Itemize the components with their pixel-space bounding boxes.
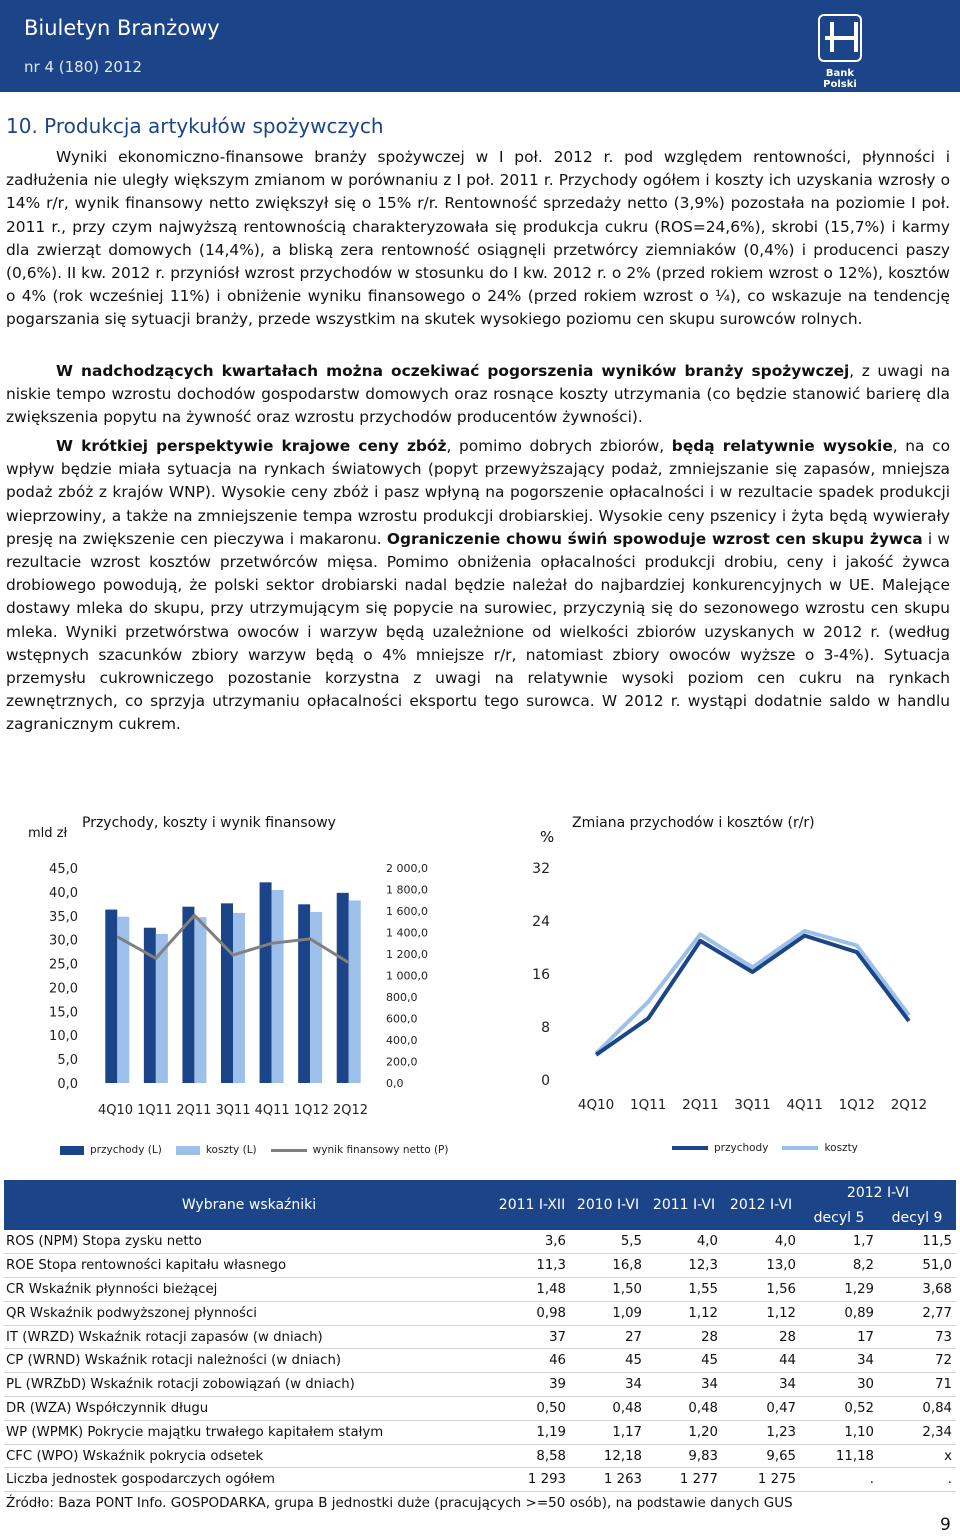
right-axis-tick: 2 000,0: [386, 862, 428, 875]
x-axis-tick: 3Q11: [734, 1097, 771, 1113]
cell-value: 9,83: [646, 1444, 722, 1468]
cell-value: 37: [494, 1325, 570, 1349]
cell-value: 73: [878, 1325, 956, 1349]
legend-revenue: przychody (L): [90, 1144, 162, 1156]
table-header-2011-vi: 2011 I-VI: [646, 1180, 722, 1230]
source-note: Źródło: Baza PONT Info. GOSPODARKA, grupa B jednostki duże (pracujących >=50 osób), na podstawie danych GUS: [6, 1495, 793, 1511]
paragraph-1: [6, 146, 950, 332]
legend-costs: koszty (L): [205, 1144, 257, 1156]
bar-costs: [272, 890, 284, 1083]
chart1-title: Przychody, koszty i wynik finansowy: [82, 815, 336, 831]
cell-value: 8,58: [494, 1444, 570, 1468]
cell-value: 13,0: [722, 1254, 800, 1278]
cell-value: 34: [570, 1373, 646, 1397]
cell-value: 0,98: [494, 1301, 570, 1325]
table-row: [4, 1468, 956, 1492]
legend-swatch-revenue-change: [672, 1146, 708, 1150]
cell-value: 5,5: [570, 1230, 646, 1254]
table-row: [4, 1325, 956, 1349]
legend-swatch-net-result: [271, 1149, 307, 1152]
cell-value: 2,77: [878, 1301, 956, 1325]
cell-value: 8,2: [800, 1254, 878, 1278]
y-axis-tick: 24: [532, 914, 550, 930]
cell-value: 3,68: [878, 1278, 956, 1302]
left-axis-tick: 20,0: [49, 981, 78, 997]
right-axis-tick: 800,0: [386, 991, 418, 1004]
cell-value: 16,8: [570, 1254, 646, 1278]
cell-value: 39: [494, 1373, 570, 1397]
bar-revenue: [221, 903, 233, 1083]
legend-swatch-revenue: [60, 1146, 84, 1155]
chart1-legend: [60, 1144, 448, 1156]
cell-value: 0,50: [494, 1397, 570, 1421]
cell-value: 1,12: [646, 1301, 722, 1325]
x-axis-tick: 1Q11: [630, 1097, 667, 1113]
text-segment: będą relatywnie wysokie: [671, 437, 893, 455]
table-row: [4, 1301, 956, 1325]
legend-cost-change: koszty: [824, 1142, 858, 1154]
text-segment: , na co wpływ będzie miała sytuacja na rynkach światowych (popyt przewyższający podaż, zmniejszanie się zapasów, mniejsza podaż zbóż z krajów WNP). Wysokie ceny zbóż i pasz wpłyną na pogorszenie opłacalności i w rezultacie spadek produkcji wieprzowiny, a także na zmniejszenie tempa wzrostu produkcji drobiarskiej. Wysokie ceny pszenicy i żyta będą wywierały presję na zwiększenie cen pieczywa i makaronu.: [6, 437, 950, 548]
right-axis-tick: 200,0: [386, 1055, 418, 1069]
section-title: 10. Produkcja artykułów spożywczych: [6, 114, 384, 138]
cell-value: 1,23: [722, 1420, 800, 1444]
cell-value: 51,0: [878, 1254, 956, 1278]
left-axis-tick: 25,0: [49, 957, 78, 973]
text-segment: Wyniki ekonomiczno-finansowe branży spożywczej w I poł. 2012 r. pod względem rentowności, płynności i zadłużenia nie uległy większym zmianom w porównaniu z I poł. 2011 r. Przychody ogółem i koszty ich uzyskania wzrosły o 14% r/r, wynik finansowy netto zwiększył się o 15% r/r. Rentowność sprzedaży netto (3,9%) pozostała na poziomie I poł. 2011 r., przy czym najwyższą rentownością charakteryzowała się produkcja cukru (ROS=24,6%), skrobi (15,7%) i karmy dla zwierząt domowych (14,4%), a bliską zera rentowność osiągnęli przetwórcy ziemniaków (0,4%) i producenci paszy (0,6%). II kw. 2012 r. przyniósł wzrost przychodów w stosunku do I kw. 2012 r. o 2% (przed rokiem wzrost o 12%), kosztów o 4% (rok wcześniej 11%) i obniżenie wyniku finansowego o 24% (przed rokiem wzrost o ¼), co wskazuje na tendencję pogarszania się sytuacji branży, przede wszystkim na skutek wysokiego poziomu cen skupu surowców rolnych.: [6, 148, 950, 329]
y-axis-tick: 8: [541, 1020, 550, 1036]
legend-swatch-cost-change: [782, 1146, 818, 1150]
table-body: [4, 1230, 956, 1492]
right-axis-tick: 1 600,0: [386, 905, 428, 918]
table-row: [4, 1397, 956, 1421]
bar-revenue: [337, 893, 349, 1083]
page-number: 9: [940, 1515, 951, 1535]
cell-value: 44: [722, 1349, 800, 1373]
row-label: QR Wskaźnik podwyższonej płynności: [4, 1301, 494, 1325]
chart2-title: Zmiana przychodów i kosztów (r/r): [572, 815, 815, 831]
cell-value: 1,19: [494, 1420, 570, 1444]
cell-value: 71: [878, 1373, 956, 1397]
cell-value: 1,55: [646, 1278, 722, 1302]
right-axis-tick: 0,0: [386, 1077, 404, 1090]
pko-logo-icon: [818, 14, 862, 62]
cell-value: 45: [570, 1349, 646, 1373]
left-axis-tick: 45,0: [49, 862, 78, 877]
cell-value: x: [878, 1444, 956, 1468]
cell-value: 2,34: [878, 1420, 956, 1444]
right-axis-tick: 1 200,0: [386, 948, 428, 961]
table-header-title: Wybrane wskaźniki: [4, 1180, 494, 1230]
revenue-cost-chart: [0, 850, 480, 1140]
text-segment: W krótkiej perspektywie krajowe ceny zbóż: [56, 437, 447, 455]
paragraph-3: [6, 435, 950, 737]
y-axis-tick: 0: [541, 1073, 550, 1089]
bar-costs: [194, 917, 206, 1083]
table-header-2010-vi: 2010 I-VI: [570, 1180, 646, 1230]
left-axis-tick: 10,0: [49, 1029, 78, 1045]
table-header-decile-9: decyl 9: [878, 1205, 956, 1230]
bar-revenue: [105, 910, 117, 1083]
x-axis-tick: 4Q11: [786, 1097, 823, 1113]
bar-costs: [349, 900, 361, 1083]
cell-value: 11,3: [494, 1254, 570, 1278]
cell-value: 3,6: [494, 1230, 570, 1254]
bar-revenue: [182, 907, 194, 1083]
cell-value: 72: [878, 1349, 956, 1373]
left-axis-tick: 15,0: [49, 1005, 78, 1021]
table-header-decile-5: decyl 5: [800, 1205, 878, 1230]
right-axis-tick: 1 400,0: [386, 926, 428, 940]
cell-value: 28: [646, 1325, 722, 1349]
x-axis-tick: 2Q11: [682, 1097, 719, 1113]
left-axis-tick: 5,0: [57, 1053, 78, 1069]
left-axis-tick: 30,0: [49, 933, 78, 949]
cell-value: 46: [494, 1349, 570, 1373]
row-label: CR Wskaźnik płynności bieżącej: [4, 1278, 494, 1302]
yoy-change-chart: [480, 850, 960, 1125]
issue-number: nr 4 (180) 2012: [24, 58, 143, 76]
cell-value: 9,65: [722, 1444, 800, 1468]
cell-value: 0,89: [800, 1301, 878, 1325]
table-row: [4, 1444, 956, 1468]
cell-value: .: [878, 1468, 956, 1492]
right-axis-tick: 600,0: [386, 1012, 418, 1026]
right-axis-tick: 1 800,0: [386, 883, 428, 897]
cell-value: 1 293: [494, 1468, 570, 1492]
row-label: Liczba jednostek gospodarczych ogółem: [4, 1468, 494, 1492]
legend-swatch-costs: [176, 1146, 200, 1155]
table-row: [4, 1373, 956, 1397]
cell-value: 1,29: [800, 1278, 878, 1302]
text-segment: Ograniczenie chowu świń spowoduje wzrost cen skupu żywca: [386, 529, 923, 548]
right-axis-tick: 400,0: [386, 1034, 418, 1047]
x-axis-tick: 2Q12: [890, 1097, 928, 1113]
x-axis-tick: 4Q10: [577, 1097, 615, 1113]
cell-value: 1,56: [722, 1278, 800, 1302]
cell-value: 45: [646, 1349, 722, 1373]
table-header-2011-xii: 2011 I-XII: [494, 1180, 570, 1230]
row-label: ROS (NPM) Stopa zysku netto: [4, 1230, 494, 1254]
cell-value: 0,84: [878, 1397, 956, 1421]
bar-revenue: [260, 882, 272, 1083]
cell-value: 1,10: [800, 1420, 878, 1444]
cell-value: 11,18: [800, 1444, 878, 1468]
text-segment: , pomimo dobrych zbiorów,: [446, 437, 672, 455]
line-cost-change: [596, 931, 909, 1054]
table-row: [4, 1420, 956, 1444]
table-row: [4, 1349, 956, 1373]
cell-value: 1,48: [494, 1278, 570, 1302]
bulletin-title: Biuletyn Branżowy: [24, 16, 220, 40]
cell-value: 11,5: [878, 1230, 956, 1254]
chart2-unit: %: [540, 828, 555, 846]
cell-value: 34: [800, 1349, 878, 1373]
cell-value: 1,20: [646, 1420, 722, 1444]
cell-value: 12,18: [570, 1444, 646, 1468]
cell-value: 0,52: [800, 1397, 878, 1421]
cell-value: 1 277: [646, 1468, 722, 1492]
y-axis-tick: 32: [532, 861, 550, 877]
cell-value: 1 275: [722, 1468, 800, 1492]
legend-net-result: wynik finansowy netto (P): [312, 1144, 449, 1156]
cell-value: 1,50: [570, 1278, 646, 1302]
cell-value: .: [800, 1468, 878, 1492]
left-axis-tick: 0,0: [57, 1077, 78, 1092]
left-axis-tick: 35,0: [49, 909, 78, 925]
row-label: PL (WRZbD) Wskaźnik rotacji zobowiązań (w dniach): [4, 1373, 494, 1397]
cell-value: 1,09: [570, 1301, 646, 1325]
row-label: IT (WRZD) Wskaźnik rotacji zapasów (w dniach): [4, 1325, 494, 1349]
logo-text: Bank Polski: [823, 68, 857, 90]
text-segment: , z uwagi na niskie tempo wzrostu dochodów gospodarstw domowych oraz rosnące koszty utrzymania (co będzie stanowić barierę dla zwiększenia popytu na żywność oraz wzrostu przychodów producentów żywności).: [6, 362, 950, 427]
text-segment: i w rezultacie wzrost kosztów przetwórców mięsa. Pomimo obniżenia opłacalności produkcji drobiu, ceny i jakość żywca drobiowego powodują, że polski sektor drobiarski nadal będzie należał do najbardziej konkurencyjnych w UE. Malejące dostawy mleka do skupu, przy utrzymującym się popycie na surowiec, przyczynią się do sezonowego wzrostu cen skupu mleka. Wyniki przetwórstwa owoców i warzyw będą uzależnione od wielkości zbiorów uzyskanych w 2012 r. (według wstępnych szacunków zbiory warzyw będą o 4% mniejsze r/r, natomiast zbiory owoców wyższe o 3-4%). Sytuacja przemysłu cukrowniczego pozostanie korzystna z uwagi na relatywnie wysoki poziom cen cukru na rynkach zewnętrznych, co sprzyja utrzymaniu opłacalności eksportu tego surowca. W 2012 r. wystąpi dodatnie saldo w handlu zagranicznym cukrem.: [6, 529, 950, 734]
indicators-table: [4, 1180, 956, 1492]
row-label: ROE Stopa rentowności kapitału własnego: [4, 1254, 494, 1278]
page-header: [0, 0, 960, 92]
cell-value: 12,3: [646, 1254, 722, 1278]
bar-costs: [310, 912, 322, 1083]
cell-value: 34: [722, 1373, 800, 1397]
x-axis-categories: 4Q10 1Q11 2Q11 3Q11 4Q11 1Q12 2Q12: [97, 1103, 369, 1118]
cell-value: 1,12: [722, 1301, 800, 1325]
paragraph-2: [6, 360, 950, 430]
cell-value: 0,48: [570, 1397, 646, 1421]
table-row: [4, 1254, 956, 1278]
y-axis-tick: 16: [532, 967, 550, 983]
cell-value: 1,17: [570, 1420, 646, 1444]
cell-value: 27: [570, 1325, 646, 1349]
cell-value: 1,7: [800, 1230, 878, 1254]
x-axis-tick: 1Q12: [838, 1097, 875, 1113]
bar-costs: [233, 913, 245, 1083]
row-label: WP (WPMK) Pokrycie majątku trwałego kapitałem stałym: [4, 1420, 494, 1444]
chart1-unit: mld zł: [28, 826, 68, 841]
cell-value: 0,48: [646, 1397, 722, 1421]
cell-value: 17: [800, 1325, 878, 1349]
cell-value: 4,0: [646, 1230, 722, 1254]
table-row: [4, 1278, 956, 1302]
table-row: [4, 1230, 956, 1254]
cell-value: 1 263: [570, 1468, 646, 1492]
chart2-legend: [672, 1142, 858, 1154]
row-label: CFC (WPO) Wskaźnik pokrycia odsetek: [4, 1444, 494, 1468]
row-label: CP (WRND) Wskaźnik rotacji należności (w dniach): [4, 1349, 494, 1373]
cell-value: 28: [722, 1325, 800, 1349]
cell-value: 34: [646, 1373, 722, 1397]
row-label: DR (WZA) Współczynnik długu: [4, 1397, 494, 1421]
table-header-2012-vi: 2012 I-VI: [722, 1180, 800, 1230]
text-segment: W nadchodzących kwartałach można oczekiwać pogorszenia wyników branży spożywczej: [56, 362, 850, 380]
legend-revenue-change: przychody: [714, 1142, 769, 1154]
bar-revenue: [298, 904, 310, 1083]
cell-value: 0,47: [722, 1397, 800, 1421]
right-axis-tick: 1 000,0: [386, 969, 428, 983]
table-header-group: 2012 I-VI: [800, 1180, 956, 1205]
cell-value: 4,0: [722, 1230, 800, 1254]
left-axis-tick: 40,0: [49, 885, 78, 901]
bank-logo: [808, 14, 872, 90]
cell-value: 30: [800, 1373, 878, 1397]
